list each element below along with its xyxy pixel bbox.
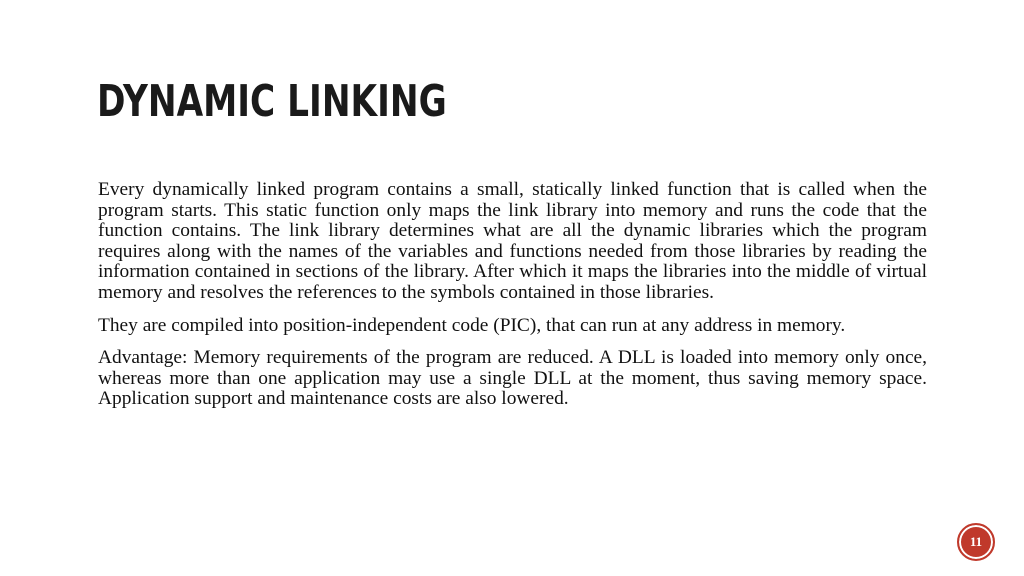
slide-title: DYNAMIC LINKING (97, 76, 447, 127)
page-number-badge (957, 523, 995, 561)
body-paragraph: They are compiled into position-independent code (PIC), that can run at any address in memory. (98, 314, 846, 336)
body-paragraph: Advantage: Memory requirements of the program are reduced. A DLL is loaded into memory only once, whereas more than one application may use a single DLL at the moment, thus saving memory space. Application support and maintenance costs are also lowered. (98, 347, 927, 410)
body-paragraph: Every dynamically linked program contains a small, statically linked function that is called when the program starts. This static function only maps the link library into memory and runs the code that the function contains. The link library determines what are all the dynamic libraries which the program requires along with the names of the variables and functions needed from those libraries by reading the information contained in sections of the library. After which it maps the libraries into the middle of virtual memory and resolves the references to the symbols contained in those libraries. (98, 179, 927, 303)
page-number: 11 (969, 534, 983, 549)
slide-body (98, 180, 927, 422)
